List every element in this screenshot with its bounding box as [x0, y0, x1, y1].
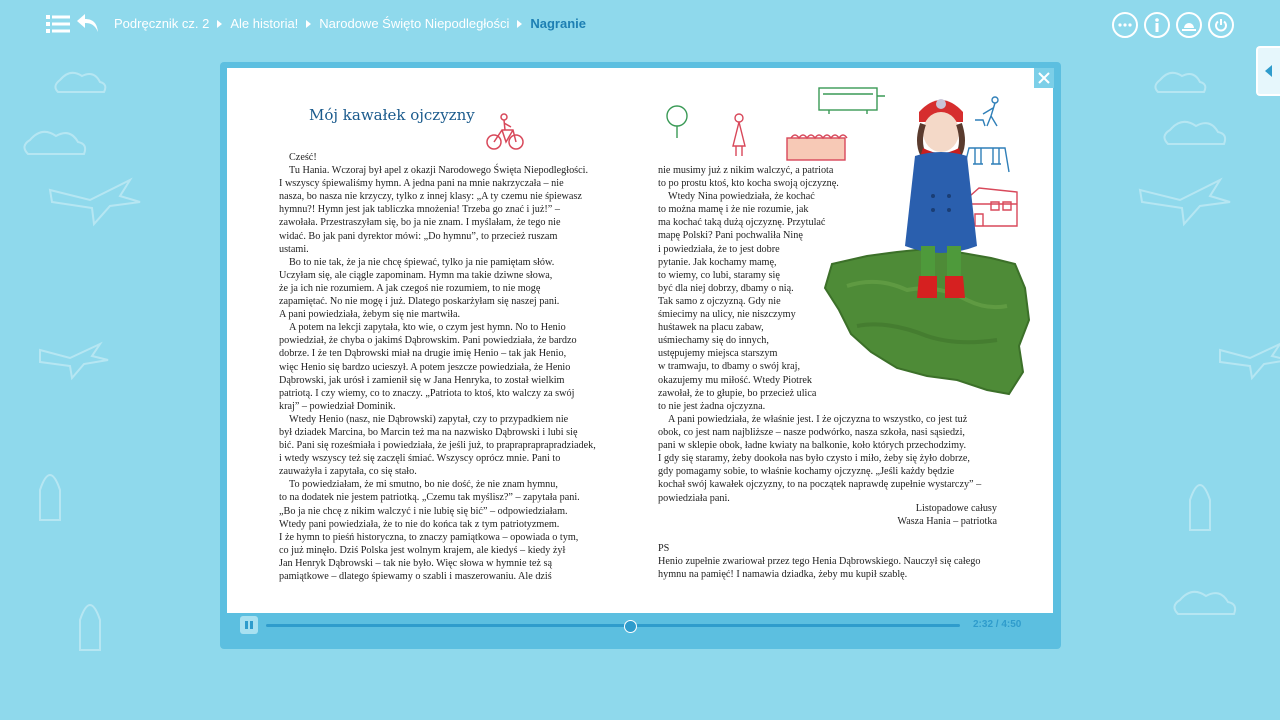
text-line: gdy pomagamy sobie, to właśnie kochamy ojczyznę. „Jeśli każdy będzie [658, 466, 955, 478]
text-line: to można mamę i że nie rozumie, jak [658, 204, 809, 216]
text-line: Tu Hania. Wczoraj był apel z okazji Narodowego Święta Niepodległości. [289, 165, 589, 177]
playback-time: 2:32 / 4:50 [973, 619, 1022, 630]
text-line: był dziadek Marcina, bo Marcin też ma na nazwisko Dąbrowski i lubi się [279, 426, 578, 438]
breadcrumb-item-chapter[interactable]: Ale historia! [230, 16, 299, 31]
letter-signature [897, 502, 997, 528]
close-icon [1038, 72, 1050, 84]
text-line: śmiecimy na ulicy, nie niszczymy [658, 309, 796, 321]
menu-list-icon[interactable] [46, 14, 70, 34]
info-icon [1154, 18, 1160, 32]
signature-line: Listopadowe całusy [915, 503, 997, 514]
text-line: to nie jest żadna ojczyzna. [658, 400, 766, 412]
side-panel-toggle[interactable] [1256, 46, 1280, 96]
postscript [658, 542, 980, 581]
breadcrumb-item-textbook[interactable]: Podręcznik cz. 2 [114, 16, 210, 31]
text-line: Dąbrowski, jak urósł i zamienił się w Jana Henryka, to został wielkim [279, 374, 565, 386]
breadcrumb [114, 16, 586, 31]
text-line: w tramwaju, to dbamy o swój kraj, [658, 361, 801, 373]
text-line: To powiedziałam, że mi smutno, bo nie dość, że nie znam hymnu, [289, 479, 558, 491]
bicycle-illustration [485, 112, 525, 152]
power-icon [1214, 18, 1228, 32]
text-line: Wtedy Henio (nasz, nie Dąbrowski) zapytał, czy to przypadkiem nie [289, 413, 569, 425]
text-line: Jan Henryk Dąbrowski – tak nie było. Więc słowa w hymnie też są [279, 557, 552, 569]
text-line: że ja ich nie rozumiem. A jak czegoś nie rozumiem, to nie mogę [279, 282, 541, 294]
text-line: powiedziała pani. [658, 492, 730, 504]
text-line: zawołał, że to głupie, bo przecież ulica [658, 387, 817, 399]
text-line: Wtedy Nina powiedziała, że kochać [668, 191, 815, 203]
close-button[interactable] [1034, 68, 1054, 88]
display-icon [1182, 19, 1196, 31]
document-frame [220, 62, 1061, 649]
ps-line: hymnu na pamięć! I namawia dziadka, żeby mu kupił szablę. [658, 569, 908, 581]
text-line: co już minęło. Dziś Polska jest wolnym krajem, ale kiedyś – kiedy żył [279, 544, 566, 556]
top-right-controls [1112, 12, 1234, 38]
text-line: widać. Bo jak pani dyrektor mówi: „Do hymnu”, to przecież ruszam [279, 230, 558, 242]
text-line: I że hymn to pieśń historyczna, to znaczy pamiątkowa – opowiada o tym, [279, 531, 579, 543]
breadcrumb-separator-icon [306, 20, 311, 28]
breadcrumb-separator-icon [217, 20, 222, 28]
text-line: bić. Pani się roześmiała i powiedziała, że jeśli już, to praprapraprapradziadek, [279, 440, 596, 452]
text-line: ma kochać taką dużą ojczyznę. Przytulać [658, 217, 826, 229]
text-line: być dla niej dobrzy, dbamy o nią. [658, 282, 794, 294]
text-line: powiedział, że chyba o jakimś Dąbrowskim. Pani powiedziała, że bardzo [279, 335, 577, 347]
text-line: hymnu?! Hymn jest jak tabliczka mnożenia! Trzeba go znać i już!” – [279, 204, 560, 216]
text-line: patriotą. I czy wiemy, co to znaczy. „Patriota to ktoś, kto walczy za swój [279, 387, 575, 399]
breadcrumb-item-current: Nagranie [530, 16, 586, 31]
display-button[interactable] [1176, 12, 1202, 38]
text-line: pamiątkowe – dlatego śpiewamy o szabli i maszerowaniu. Ale dziś [279, 571, 552, 582]
text-line: mapę Polski? Pani pochwaliła Ninę [658, 230, 803, 242]
text-line: dobrze. I że ten Dąbrowski miał na drugie imię Henio – tak jak Henio, [279, 348, 567, 360]
text-line: to wiemy, co lubi, staramy się [658, 269, 780, 281]
text-line: A pani powiedziała, żebym się nie martwiła. [279, 309, 461, 321]
text-line: zauważyła i zapytała, co się stało. [279, 466, 417, 478]
info-button[interactable] [1144, 12, 1170, 38]
audio-player [240, 616, 1040, 636]
breadcrumb-item-lesson[interactable]: Narodowe Święto Niepodległości [319, 16, 510, 31]
girl-on-map-illustration [657, 76, 1047, 411]
text-line: ustami. [279, 243, 309, 255]
text-line: uśmiechamy się do innych, [658, 335, 769, 347]
text-line: A potem na lekcji zapytała, kto wie, o czym jest hymn. No to Henio [289, 322, 566, 334]
article-title: Mój kawałek ojczyzny [309, 106, 475, 124]
text-line: okazujemy mu miłość. Wtedy Piotrek [658, 374, 813, 386]
text-line: Bo to nie tak, że ja nie chcę śpiewać, tylko ja nie pamiętam słów. [289, 256, 555, 268]
text-line: ustępujemy miejsca starszym [658, 348, 778, 360]
text-line: zawołała. Przestraszyłam się, bo ja nie znam. I myślałam, że tego nie [279, 217, 561, 229]
text-line: „Bo ja nie chcę z nikim walczyć i nie lubię się bić” – odpowiedziałam. [279, 505, 568, 517]
signature-line: Wasza Hania – patriotka [897, 516, 997, 528]
pause-button[interactable] [240, 616, 258, 634]
text-line: i wtedy wszyscy też się zaczęli śmiać. Wszyscy oprócz mnie. Pani to [279, 453, 561, 465]
article-column-left [279, 151, 596, 583]
text-line: Wtedy pani powiedziała, że to nie do końca tak z tym patriotyzmem. [279, 518, 560, 530]
text-line: i powiedziała, że to jest dobre [658, 243, 780, 255]
progress-thumb[interactable] [624, 620, 637, 633]
ps-line: Henio zupełnie zwariował przez tego Henia Dąbrowskiego. Nauczył się całego [658, 556, 981, 568]
text-line: obok, co jest nam najbliższe – nasze podwórko, nasza szkoła, nasi sąsiedzi, [658, 427, 965, 439]
text-line: kochał swój kawałek ojczyzny, to na początek naprawdę zupełnie wystarczy” – [658, 479, 982, 491]
breadcrumb-separator-icon [517, 20, 522, 28]
text-line: I gdy się staramy, żeby dookoła nas było czysto i miło, żeby się żyło dobrze, [658, 453, 970, 465]
more-button[interactable] [1112, 12, 1138, 38]
back-arrow-icon[interactable] [76, 12, 100, 34]
text-line: Cześć! [289, 152, 317, 163]
text-line: nie musimy już z nikim walczyć, a patriota [658, 165, 834, 176]
top-bar [0, 0, 1280, 50]
text-line: I wszyscy śpiewaliśmy hymn. A jedna pani na mnie nakrzyczała – nie [279, 178, 564, 190]
text-line: A pani powiedziała, że właśnie jest. I że ojczyzna to wszystko, co jest tuż [668, 414, 968, 425]
pause-icon [245, 621, 248, 629]
progress-track[interactable] [266, 624, 960, 627]
ps-line: PS [658, 543, 670, 554]
text-line: zapamiętać. No nie mogę i już. Dlatego poskarżyłam się naszej pani. [279, 296, 560, 308]
text-line: to na dodatek nie jestem patriotką. „Czemu tak myślisz?” – zapytała pani. [279, 492, 580, 504]
power-button[interactable] [1208, 12, 1234, 38]
text-line: to po prostu ktoś, kto kocha swoją ojczyznę. [658, 178, 839, 190]
textbook-page [227, 68, 1053, 613]
text-line: kraj” – powiedział Dominik. [279, 400, 396, 412]
text-line: huśtawek na placu zabaw, [658, 322, 764, 334]
text-line: Tak samo z ojczyzną. Gdy nie [658, 295, 781, 307]
text-line: więc Henio się bardzo ucieszył. A potem jeszcze powiedziała, że Henio [279, 361, 571, 373]
chevron-left-icon [1265, 65, 1273, 77]
article-column-right-bottom [658, 413, 981, 505]
text-line: nasza, bo nasza nie krzyczy, tylko z innej klasy: „A ty czemu nie śpiewasz [279, 191, 582, 203]
text-line: pani w sklepie obok, ładne kwiaty na balkonie, koło których przechodzimy. [658, 440, 966, 452]
more-icon [1118, 23, 1132, 27]
text-line: Uczyłam się, ale ciągle zapominam. Hymn ma takie dziwne słowa, [279, 269, 553, 281]
text-line: pytanie. Jak kochamy mamę, [658, 256, 777, 268]
